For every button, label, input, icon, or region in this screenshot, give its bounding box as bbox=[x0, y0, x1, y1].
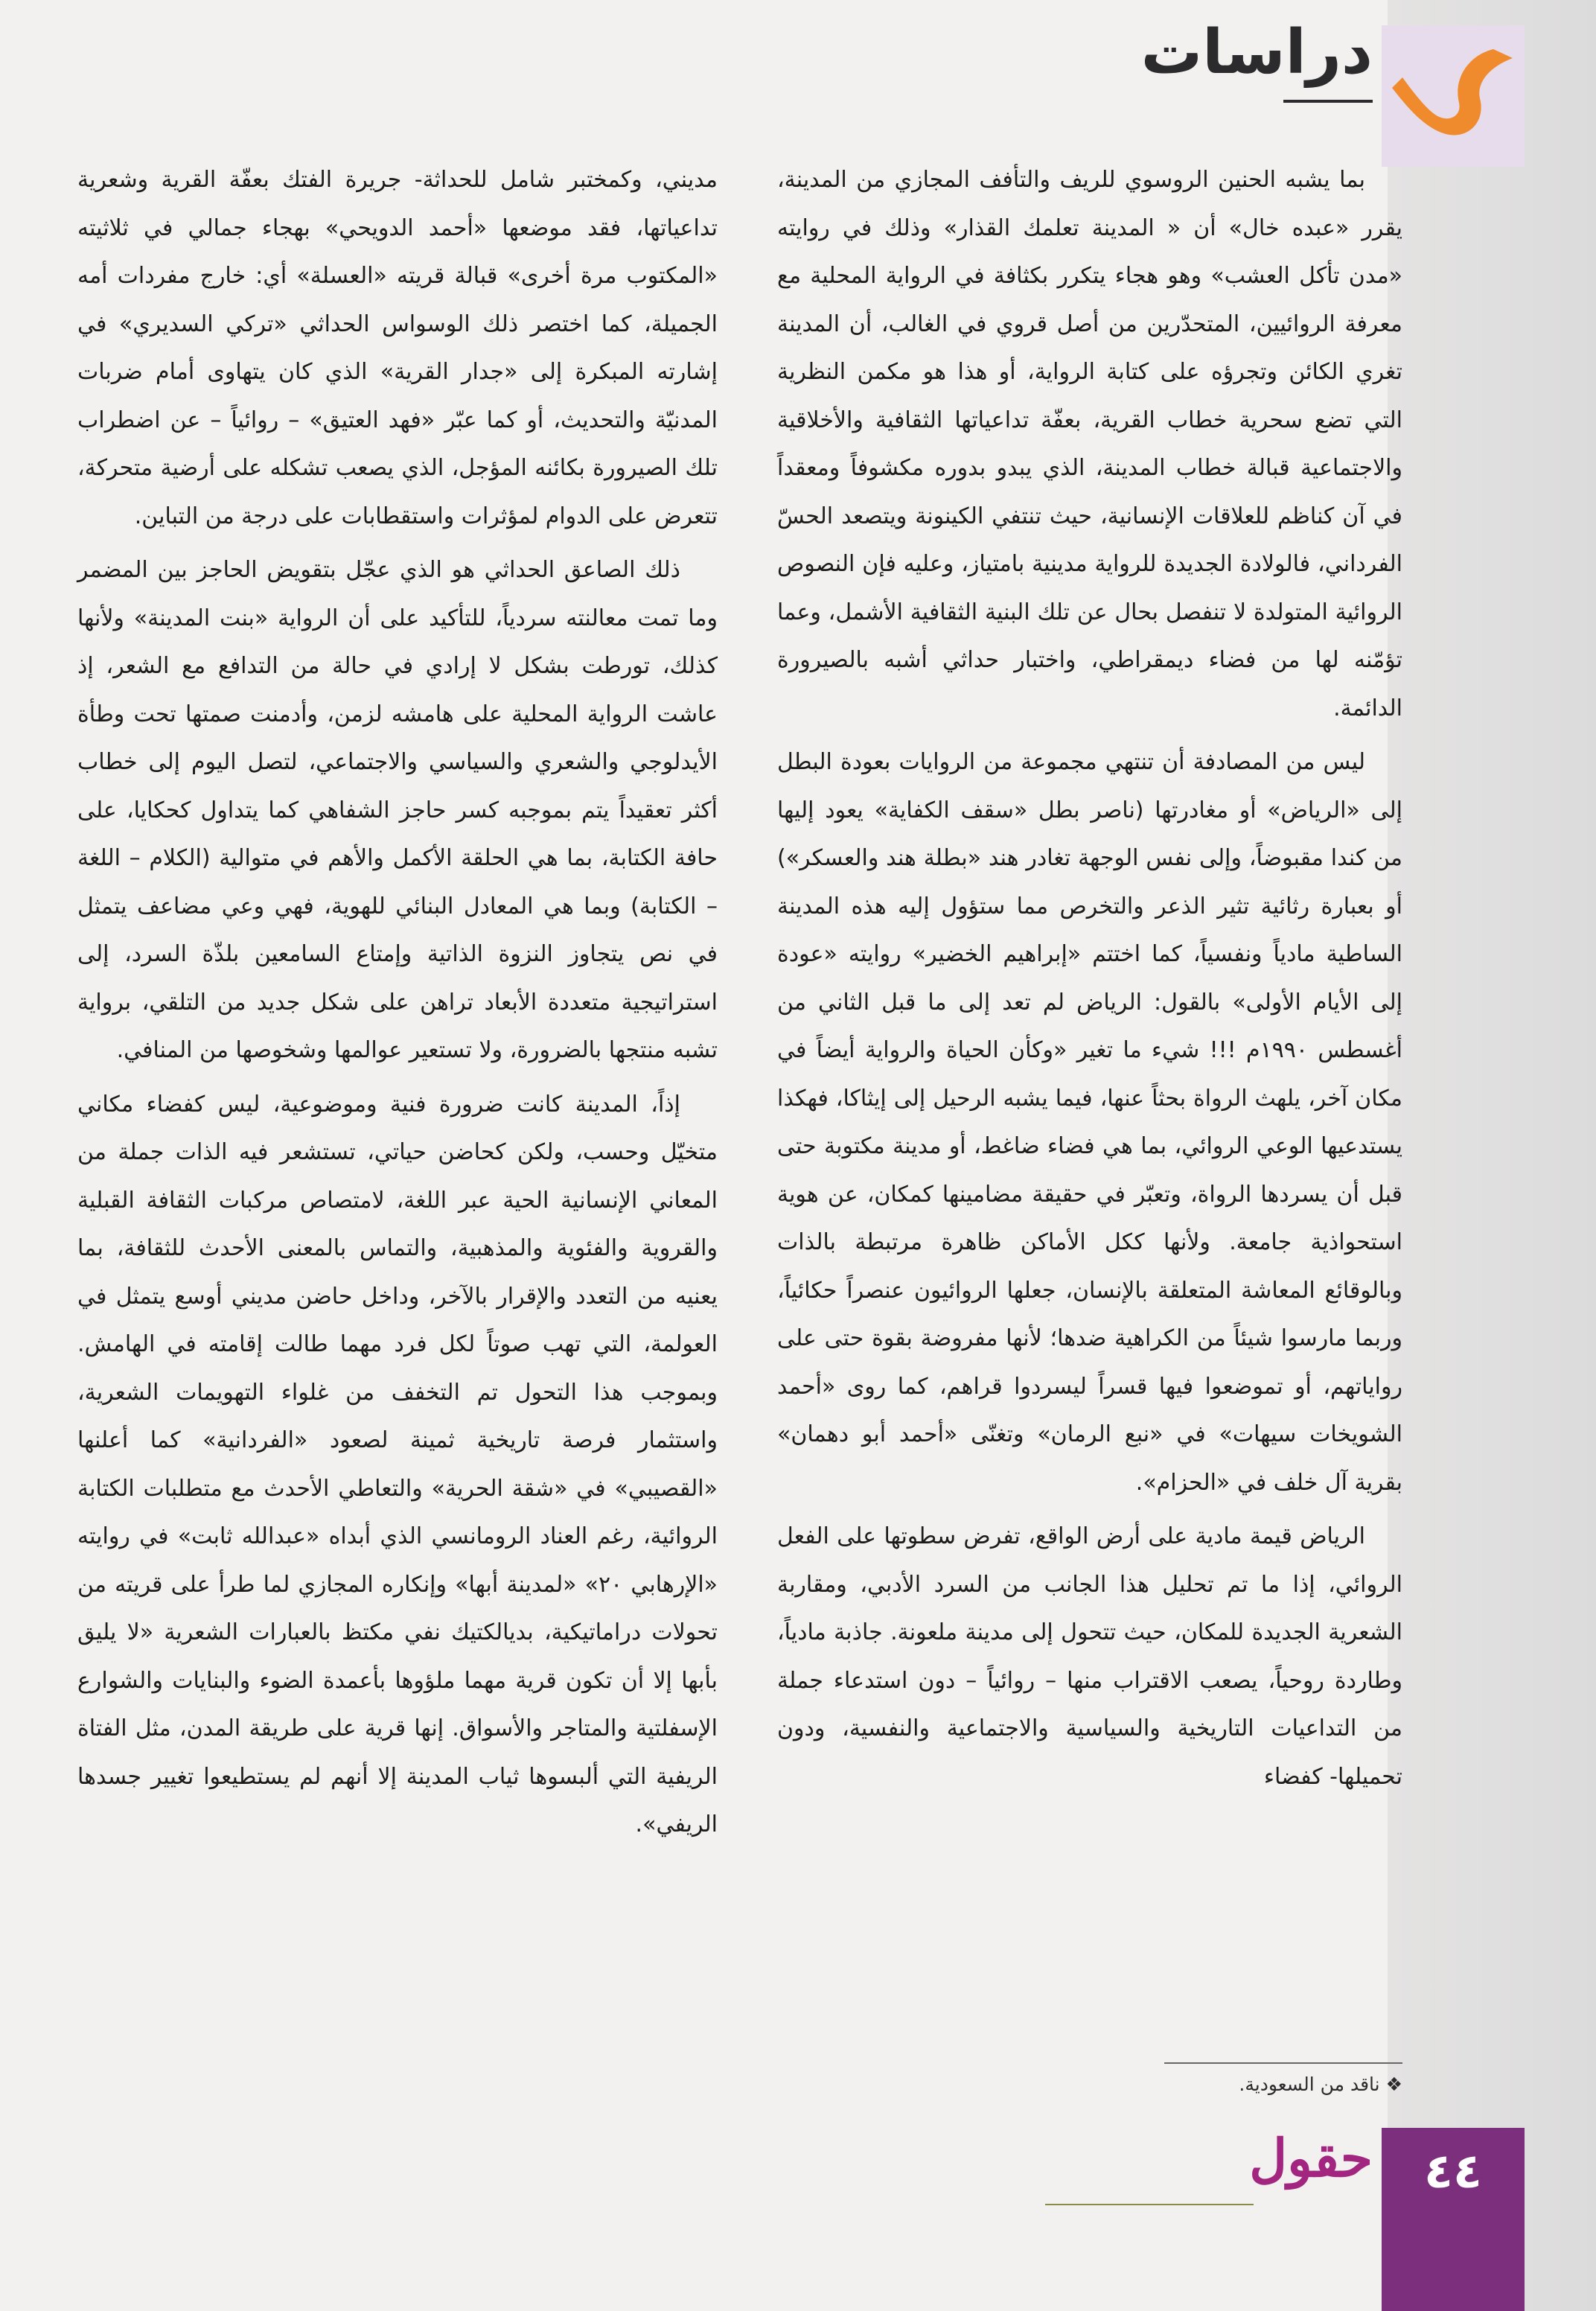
section-logo bbox=[1382, 25, 1525, 167]
paragraph: بما يشبه الحنين الروسوي للريف والتأفف المجازي من المدينة، يقرر «عبده خال» أن « المدينة تعلمك القذار» وذلك في روايته «مدن تأكل العشب» وهو هجاء يتكرر بكثافة في الرواية المحلية مع معرفة الروائيين، المتحدّرين من أصل قروي في الغالب، أن المدينة تغري الكائن وتجرؤه على كتابة الرواية، أو هذا هو مكمن النظرية التي تضع سحرية خطاب القرية، بعفّة تداعياتها الثقافية والأخلاقية والاجتماعية قبالة خطاب المدينة، الذي يبدو بدوره مكشوفاً ومعقداً في آن كناظم للعلاقات الإنسانية، حيث تنتفي الكينونة ويتصعد الحسّ الفرداني، فالولادة الجديدة للرواية مدينية بامتياز، وعليه فإن النصوص الروائية المتولدة لا تنفصل بحال عن تلك البنية الثقافية الأشمل، وعما تؤمّنه لها من فضاء ديمقراطي، واختبار حداثي أشبه بالصيرورة الدائمة. bbox=[777, 167, 1402, 721]
paragraph: ذلك الصاعق الحداثي هو الذي عجّل بتقويض الحاجز بين المضمر وما تمت معالنته سردياً، للتأكيد على أن الرواية «بنت المدينة» ولأنها كذلك، تورطت بشكل لا إرادي في حالة من التدافع مع الشعر، إذ عاشت الرواية المحلية على هامشه لزمن، وأدمنت صمتها تحت وطأة الأيدلوجي والشعري والسياسي والاجتماعي، لتصل اليوم إلى خطاب أكثر تعقيداً يتم بموجبه كسر حاجز الشفاهي كما يتداول كحكايا، على حافة الكتابة، بما هي الحلقة الأكمل والأهم في متوالية (الكلام – اللغة – الكتابة) وبما هي المعادل البنائي للهوية، فهي وعي مضاعف يتمثل في نص يتجاوز النزوة الذاتية وإمتاع السامعين بلذّة السرد، إلى استراتيجية متعددة الأبعاد تراهن على شكل جديد من التلقي، برواية تشبه منتجها بالضرورة، ولا تستعير عوالمها وشخوصها من المنافي. bbox=[77, 557, 718, 1063]
article-column-left bbox=[77, 156, 718, 1855]
page-number: ٤٤ bbox=[1423, 2144, 1483, 2199]
footnote-rule bbox=[1164, 2062, 1402, 2064]
footer-rule bbox=[1045, 2204, 1254, 2205]
paragraph: مديني، وكمختبر شامل للحداثة- جريرة الفتك بعفّة القرية وشعرية تداعياتها، فقد موضعها «أحمد الدويحي» بهجاء جمالي في ثلاثيته «المكتوب مرة أخرى» قبالة قريته «العسلة» أي: خارج مفردات أمه الجميلة، كما اختصر ذلك الوسواس الحداثي «تركي السديري» في إشارته المبكرة إلى «جدار القرية» الذي كان يتهاوى أمام ضربات المدنيّة والتحديث، أو كما عبّر «فهد العتيق» – روائياً – عن اضطراب تلك الصيرورة بكائنه المؤجل، الذي يصعب تشكله على أرضية متحركة، تتعرض على الدوام لمؤثرات واستقطابات على درجة من التباين. bbox=[77, 167, 718, 529]
paragraph: ليس من المصادفة أن تنتهي مجموعة من الروايات بعودة البطل إلى «الرياض» أو مغادرتها (ناصر بطل «سقف الكفاية» يعود إليها من كندا مقبوضاً، وإلى نفس الوجهة تغادر هند «بطلة هند والعسكر») أو بعبارة رثائية تثير الذعر والتخرص مما ستؤول إليه هذه المدينة الساطية مادياً ونفسياً، كما اختتم «إبراهيم الخضير» روايته «عودة إلى الأيام الأولى» بالقول: الرياض لم تعد إلى ما قبل الثاني من أغسطس ١٩٩٠م !!! شيء ما تغير «وكأن الحياة والرواية أيضاً في مكان آخر، يلهث الرواة بحثاً عنها، فيما يشبه الرحيل إلى إيثاكا، فهكذا يستدعيها الوعي الروائي، بما هي فضاء ضاغط، أو مدينة مكتوبة حتى قبل أن يسردها الرواة، وتعبّر في حقيقة مضامينها كمكان، عن هوية استحواذية جامعة. ولأنها ككل الأماكن ظاهرة مرتبطة بالذات وبالوقائع المعاشة المتعلقة بالإنسان، جعلها الروائيون عنصراً حكائياً، وربما مارسوا شيئاً من الكراهية ضدها؛ لأنها مفروضة بقوة حتى على رواياتهم، أو تموضعوا فيها قسراً ليسردوا قراهم، كما روى «أحمد الشويخات سيهات» في «نبع الرمان» وتغنّى «أحمد أبو دهمان» بقرية آل خلف في «الحزام». bbox=[777, 749, 1402, 1496]
orange-swoosh-icon bbox=[1382, 25, 1525, 167]
paragraph: إذاً، المدينة كانت ضرورة فنية وموضوعية، ليس كفضاء مكاني متخيّل وحسب، ولكن كحاضن حياتي، تستشعر فيه الذات جملة من المعاني الإنسانية الحية عبر اللغة، لامتصاص مركبات الثقافة القبلية والقروية والفئوية والمذهبية، والتماس بالمعنى الأحدث للثقافة، بما يعنيه من التعدد والإقرار بالآخر، وداخل حاضن مديني أوسع يتمثل في العولمة، التي تهب صوتاً لكل فرد مهما طالت إقامته في الهامش. وبموجب هذا التحول تم التخفف من غلواء التهويمات الشعرية، واستثمار فرصة تاريخية ثمينة لصعود «الفردانية» كما أعلنها «القصيبي» في «شقة الحرية» والتعاطي الأحدث مع متطلبات الكتابة الروائية، رغم العناد الرومانسي الذي أبداه «عبدالله ثابت» في روايته «الإرهابي ٢٠» «لمدينة أبها» وإنكاره المجازي لما طرأ على قريته من تحولات دراماتيكية، بديالكتيك نفي مكتظ بالعبارات الشعرية «لا يليق بأبها إلا أن تكون قرية مهما ملؤوها بأعمدة الضوء والبنايات والشوارع الإسفلتية والمتاجر والأسواق. إنها قرية على طريقة المدن، مثل الفتاة الريفية التي ألبسوها ثياب المدينة إلا أنهم لم يستطيعوا تغيير جسدها الريفي». bbox=[77, 1091, 718, 1837]
section-title: دراسات bbox=[1140, 17, 1373, 88]
article-column-right bbox=[777, 156, 1402, 1807]
magazine-logo: حقول bbox=[1249, 2127, 1373, 2189]
header-rule bbox=[1283, 100, 1373, 103]
paragraph: الرياض قيمة مادية على أرض الواقع، تفرض سطوتها على الفعل الروائي، إذا ما تم تحليل هذا الجانب من السرد الأدبي، ومقاربة الشعرية الجديدة للمكان، حيث تتحول إلى مدينة ملعونة. جاذبة مادياً، وطاردة روحياً، يصعب الاقتراب منها – روائياً – دون استدعاء جملة من التداعيات التاريخية والسياسية والاجتماعية والنفسية، ودون تحميلها- كفضاء bbox=[777, 1523, 1402, 1790]
page-margin-band bbox=[1388, 0, 1596, 2311]
author-footnote: ❖ ناقد من السعودية. bbox=[1239, 2073, 1402, 2095]
